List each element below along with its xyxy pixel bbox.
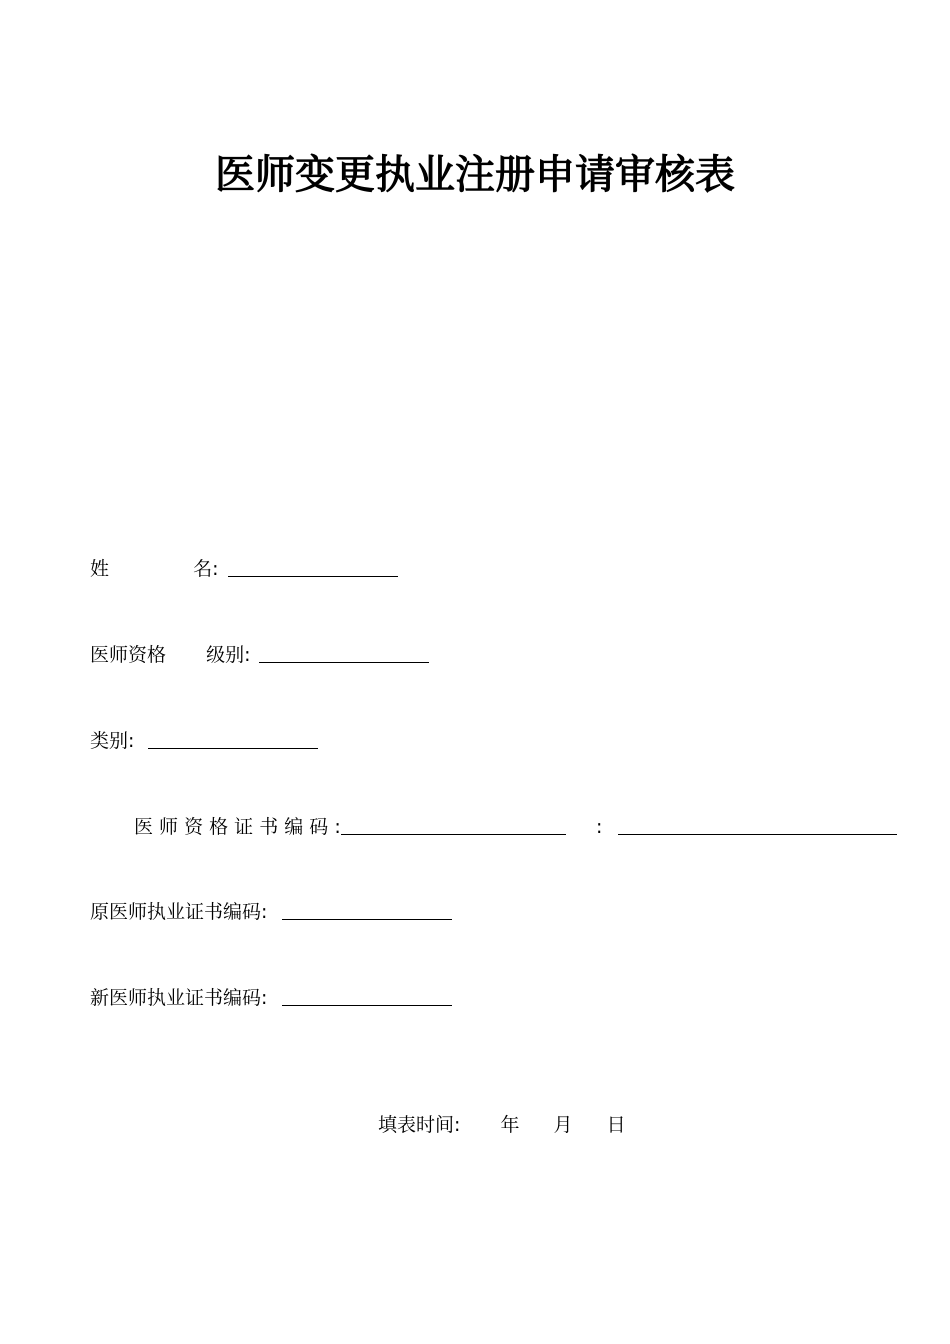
day-label: 日	[606, 1114, 626, 1136]
name-input-line[interactable]	[228, 576, 398, 577]
category-row	[90, 728, 134, 754]
cert-code-row	[134, 814, 341, 840]
qualification-level-input-line[interactable]	[259, 662, 429, 663]
new-license-row	[90, 985, 267, 1011]
name-label-char2: 名:	[193, 558, 219, 580]
cert-code-extra-row	[596, 814, 602, 840]
name-row	[90, 556, 218, 582]
category-input-line[interactable]	[148, 748, 318, 749]
new-license-label: 新医师执业证书编码:	[90, 987, 268, 1009]
cert-code-input-line[interactable]	[341, 834, 566, 835]
fill-date-row	[378, 1112, 626, 1138]
cert-code-extra-label: :	[596, 816, 603, 838]
cert-code-label: 医 师 资 格 证 书 编 码 :	[134, 816, 341, 838]
name-label-char1: 姓	[90, 558, 110, 580]
old-license-input-line[interactable]	[282, 919, 452, 920]
old-license-row	[90, 899, 267, 925]
qualification-level-label: 级别:	[206, 644, 251, 666]
document-title: 医师变更执业注册申请审核表	[215, 151, 735, 198]
cert-code-extra-input-line[interactable]	[618, 834, 897, 835]
month-label: 月	[553, 1114, 573, 1136]
qualification-level-row	[90, 642, 250, 668]
old-license-label: 原医师执业证书编码:	[90, 901, 268, 923]
fill-time-label: 填表时间:	[378, 1114, 461, 1136]
qualification-prefix-label: 医师资格	[90, 644, 167, 666]
new-license-input-line[interactable]	[282, 1005, 452, 1006]
category-label: 类别:	[90, 730, 135, 752]
year-label: 年	[500, 1114, 520, 1136]
